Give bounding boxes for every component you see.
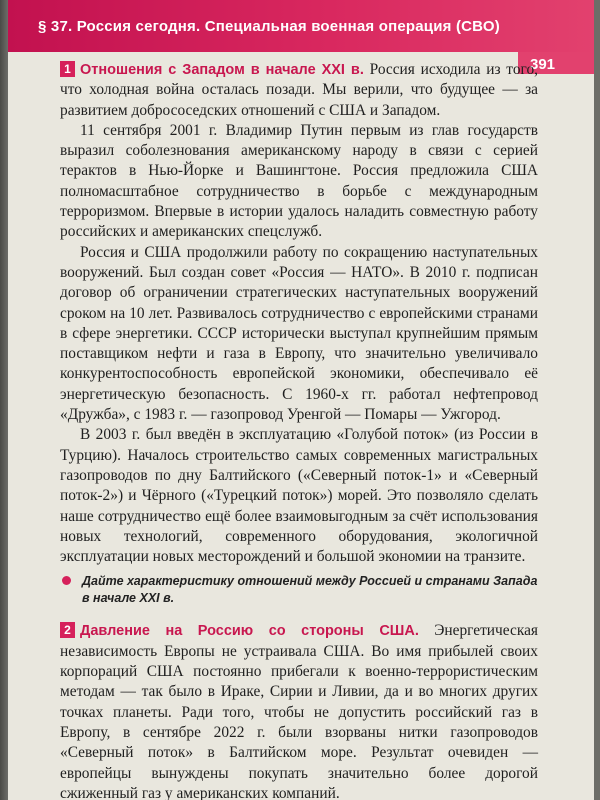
section1-paragraph-1 [60, 60, 538, 121]
book-gutter [0, 0, 8, 800]
page-body [60, 60, 538, 800]
section2-title: Давление на Россию со стороны США. [80, 623, 419, 640]
textbook-page [8, 0, 594, 800]
review-question [82, 573, 538, 607]
chapter-title: § 37. Россия сегодня. Специальная военная операция (СВО) [38, 18, 500, 35]
page-number: 391 [530, 56, 556, 73]
question-text: Дайте характеристику отношений между Россией и странами Запада в начале XXI в. [82, 574, 538, 606]
section2-number: 2 [60, 622, 75, 638]
section2-p1-text: Энергетическая независимость Европы не устраивала США. Во имя прибылей своих корпораций США постоянно прибегали к военно-террористическим методам — так было в Ираке, Сирии и Ливии, да и во многих других точках планеты. Ради того, чтобы не допустить российский газ в Европу, в сентябре 2022 г. были взорваны нитки газопроводов «Северный поток» в Балтийском море. Результат очевиден — европейцы вынуждены покупать значительно более дорогой сжиженный газ у американских компаний. [60, 622, 538, 800]
section1-p1-text: Россия исходила из того, что холодная война осталась позади. Мы верили, что будущее — за развитием добрососедских отношений с США и Западом. [60, 61, 538, 119]
question-bullet-icon [62, 576, 71, 585]
section1-paragraph-2: 11 сентября 2001 г. Владимир Путин первым из глав государств выразил соболезнования американскому народу в связи с серией терактов в Нью-Йорке и Вашингтоне. Россия предложила США полномасштабное сотрудничество в борьбе с международным терроризмом. Впервые в истории удалось наладить совместную работу российских и американских спецслужб. [60, 121, 538, 241]
section2-paragraph-1 [60, 621, 538, 800]
section1-number: 1 [60, 61, 75, 77]
page-header [8, 0, 594, 52]
section1-paragraph-3: Россия и США продолжили работу по сокращению наступательных вооружений. Был создан совет «Россия — НАТО». В 2010 г. подписан договор об ограничении стратегических наступательных вооружений сроком на 10 лет. Развивалось сотрудничество с европейскими странами в сфере энергетики. СССР исторически выступал крупнейшим прямым поставщиком нефти и газа в Европу, что значительно увеличивало конкурентоспособность европейской экономики, обеспечивало её энергетическую безопасность. С 1960-х гг. работал нефтепровод «Дружба», с 1983 г. — газопровод Уренгой — Помары — Ужгород. [60, 243, 538, 424]
section1-title: Отношения с Западом в начале XXI в. [80, 62, 364, 78]
section1-paragraph-4: В 2003 г. был введён в эксплуатацию «Голубой поток» (из России в Турцию). Началось строительство самых современных магистральных газопроводов по дну Балтийского («Северный поток-1» и «Северный поток-2») и Чёрного («Турецкий поток») морей. Это позволяло сделать наше сотрудничество ещё более взаимовыгодным за счёт использования новых технологий, современного оборудования, экологичной эксплуатации новых месторождений и большой экономии на транзите. [60, 426, 538, 566]
